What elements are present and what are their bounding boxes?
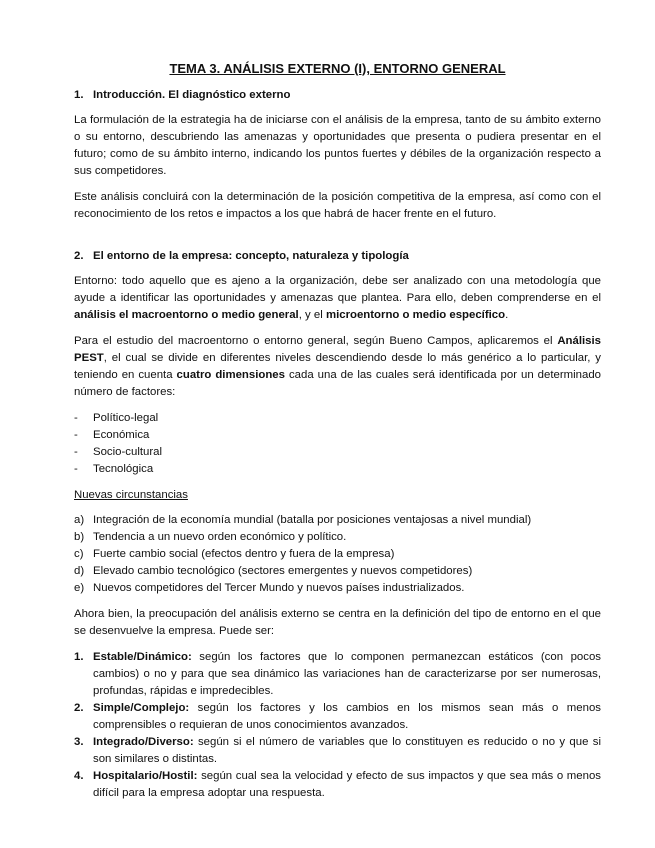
list-item-text: Político-legal [93, 412, 159, 424]
section-2-paragraph-1 [74, 273, 601, 324]
document-title: TEMA 3. ANÁLISIS EXTERNO (I), ENTORNO GENERAL [169, 61, 506, 76]
list-marker: 3. [74, 736, 84, 748]
text-run: . [505, 309, 509, 321]
term: Hospitalario/Hostil: [93, 770, 198, 782]
list-marker: - [74, 429, 78, 441]
list-item-text: Integración de la economía mundial (batalla por posiciones ventajosas a nivel mundial) [93, 514, 532, 526]
term: Simple/Complejo: [93, 702, 190, 714]
list-item-text: Elevado cambio tecnológico (sectores emergentes y nuevos competidores) [93, 565, 473, 577]
section-1-paragraph-1: La formulación de la estrategia ha de iniciarse con el análisis de la empresa, tanto de su ámbito externo o su entorno, descubriendo las amenazas y oportunidades que presenta o pudiera presentar en el futuro; como de su ámbito interno, indicando los puntos fuertes y débiles de la organización respecto a sus competidores. [74, 114, 601, 177]
list-item [74, 580, 601, 597]
section-2-heading [74, 248, 601, 265]
list-marker: c) [74, 548, 84, 560]
list-marker: e) [74, 582, 85, 594]
text-run: , y el [298, 309, 326, 321]
section-2-paragraph-3: Ahora bien, la preocupación del análisis externo se centra en la definición del tipo de entorno en el que se desenvuelve la empresa. Puede ser: [74, 608, 601, 637]
term: Estable/Dinámico: [93, 651, 192, 663]
circumstances-list [74, 512, 601, 597]
list-item [74, 649, 601, 700]
list-item-body [93, 734, 601, 768]
list-item [74, 427, 601, 444]
list-item [74, 546, 601, 563]
list-item [74, 734, 601, 768]
definition: según los factores que lo componen permanezcan estáticos (con pocos cambios) o no y para que sea dinámico las variaciones han de caracterizarse por ser numerosas, profundas, rápidas e impredecibles. [93, 651, 601, 697]
list-item-text: Tecnológica [93, 463, 154, 475]
list-item-text: Económica [93, 429, 150, 441]
spacer [74, 232, 601, 248]
list-item-text: Socio-cultural [93, 446, 163, 458]
definition: según cual sea la velocidad y efecto de sus impactos y que sea más o menos difícil para la empresa adoptar una respuesta. [93, 770, 601, 799]
list-item-body [93, 649, 601, 700]
bold-run: análisis el macroentorno o medio general [74, 309, 299, 321]
section-1-heading-text: Introducción. El diagnóstico externo [93, 89, 291, 101]
section-2-heading-text: El entorno de la empresa: concepto, naturaleza y tipología [93, 250, 409, 262]
list-marker: a) [74, 514, 85, 526]
section-1-paragraph-2: Este análisis concluirá con la determinación de la posición competitiva de la empresa, así como con el reconocimiento de los retos e impactos a los que habrá de hacer frente en el futuro. [74, 191, 601, 220]
section-1-number: 1. [74, 89, 84, 101]
list-item [74, 700, 601, 734]
list-item-text: Tendencia a un nuevo orden económico y político. [93, 531, 347, 543]
definition: según si el número de variables que lo constituyen es reducido o no y que si son similares o distintas. [93, 736, 601, 765]
factors-list [74, 410, 601, 478]
list-marker: - [74, 463, 78, 475]
list-item [74, 563, 601, 580]
list-item [74, 444, 601, 461]
list-marker: b) [74, 531, 85, 543]
bold-run: microentorno o medio específico [325, 309, 506, 321]
list-marker: 4. [74, 770, 84, 782]
list-item [74, 768, 601, 802]
bold-run: cuatro dimensiones [176, 369, 285, 381]
list-marker: 1. [74, 651, 84, 663]
list-item-body [93, 768, 601, 802]
list-item-text: Fuerte cambio social (efectos dentro y fuera de la empresa) [93, 548, 395, 560]
environment-types-list [74, 649, 601, 802]
list-marker: d) [74, 565, 85, 577]
list-marker: - [74, 446, 78, 458]
list-item [74, 529, 601, 546]
section-2-paragraph-2 [74, 333, 601, 401]
list-marker: 2. [74, 702, 84, 714]
text-run: , el cual se divide en diferentes niveles descendiendo desde lo más genérico a lo particular, y teniendo en cuenta [74, 352, 601, 381]
term: Integrado/Diverso: [93, 736, 194, 748]
list-item [74, 410, 601, 427]
list-item [74, 512, 601, 529]
list-item-text: Nuevos competidores del Tercer Mundo y nuevos países industrializados. [93, 582, 465, 594]
list-item [74, 461, 601, 478]
text-run: Para el estudio del macroentorno o entorno general, según Bueno Campos, aplicaremos el [74, 335, 558, 347]
section-1-heading [74, 87, 601, 104]
section-2-number: 2. [74, 250, 84, 262]
list-marker: - [74, 412, 78, 424]
bold-run: Análisis PEST [74, 335, 601, 364]
definition: según los factores y los cambios en los mismos sean más o menos comprensibles o requieran de unos conocimientos avanzados. [93, 702, 601, 731]
text-run: Entorno: todo aquello que es ajeno a la organización, debe ser analizado con una metodología que ayude a identificar las oportunidades y amenazas que plantea. Para ello, deben comprenderse en el [74, 275, 601, 304]
text-run: cada una de las cuales será identificada por un determinado número de factores: [74, 369, 601, 398]
list-item-body [93, 700, 601, 734]
sub-heading: Nuevas circunstancias [74, 489, 188, 501]
